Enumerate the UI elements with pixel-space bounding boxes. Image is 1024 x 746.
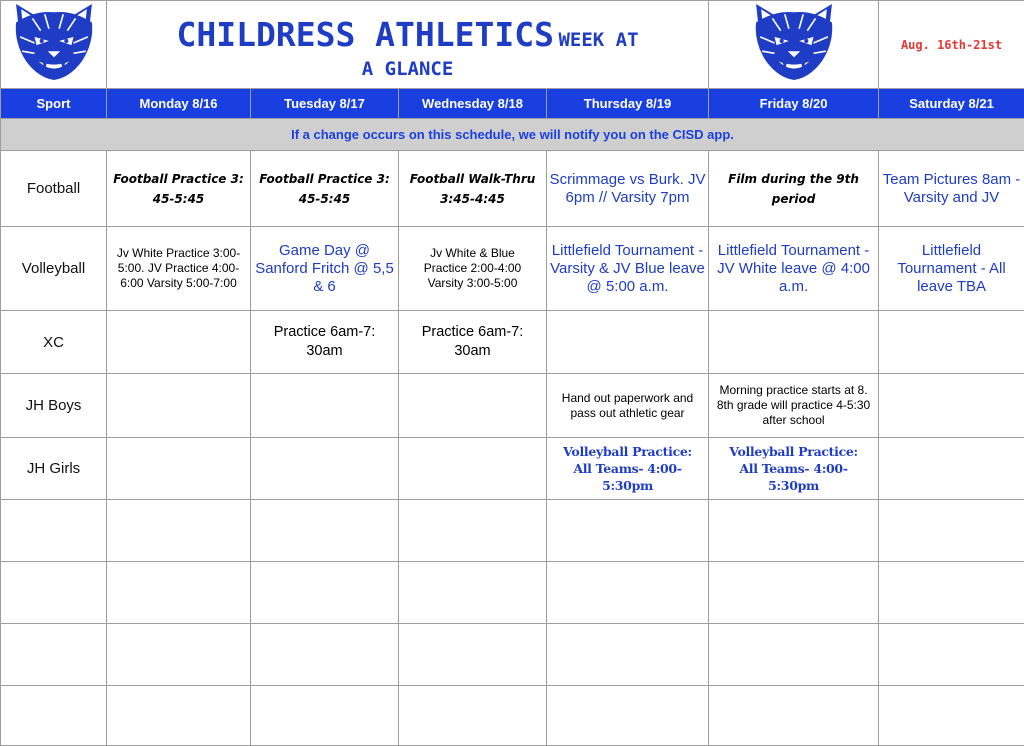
sport-xc: XC	[1, 311, 107, 374]
empty-cell	[547, 686, 709, 746]
col-friday: Friday 8/20	[709, 89, 879, 119]
xc-wednesday: Practice 6am-7: 30am	[399, 311, 547, 374]
jh-boys-thursday: Hand out paperwork and pass out athletic gear	[547, 374, 709, 438]
page-title: CHILDRESS ATHLETICS	[177, 15, 555, 54]
table-row	[1, 151, 1024, 227]
empty-cell	[107, 562, 251, 624]
jh-girls-friday: Volleyball Practice: All Teams- 4:00-5:30pm	[709, 438, 879, 500]
empty-cell	[1, 562, 107, 624]
jh-boys-monday	[107, 374, 251, 438]
notice-row	[1, 119, 1024, 151]
date-range: Aug. 16th-21st	[901, 38, 1002, 52]
empty-cell	[709, 562, 879, 624]
table-row	[1, 500, 1024, 562]
empty-cell	[251, 624, 399, 686]
jh-boys-wednesday	[399, 374, 547, 438]
sport-jh-boys: JH Boys	[1, 374, 107, 438]
football-saturday: Team Pictures 8am - Varsity and JV	[879, 151, 1024, 227]
empty-cell	[879, 686, 1024, 746]
volleyball-tuesday: Game Day @ Sanford Fritch @ 5,5 & 6	[251, 227, 399, 311]
volleyball-monday: Jv White Practice 3:00-5:00. JV Practice 4:00-6:00 Varsity 5:00-7:00	[107, 227, 251, 311]
column-header-row	[1, 89, 1024, 119]
empty-cell	[251, 562, 399, 624]
jh-boys-friday: Morning practice starts at 8. 8th grade will practice 4-5:30 after school	[709, 374, 879, 438]
volleyball-saturday: Littlefield Tournament - All leave TBA	[879, 227, 1024, 311]
table-row	[1, 311, 1024, 374]
jh-girls-wednesday	[399, 438, 547, 500]
jh-boys-tuesday	[251, 374, 399, 438]
empty-cell	[1, 500, 107, 562]
col-monday: Monday 8/16	[107, 89, 251, 119]
football-monday: Football Practice 3: 45-5:45	[107, 151, 251, 227]
empty-cell	[879, 624, 1024, 686]
col-sport: Sport	[1, 89, 107, 119]
empty-cell	[547, 562, 709, 624]
table-row	[1, 624, 1024, 686]
xc-monday	[107, 311, 251, 374]
empty-cell	[709, 500, 879, 562]
page-subtitle-2: A GLANCE	[362, 58, 454, 80]
xc-tuesday: Practice 6am-7: 30am	[251, 311, 399, 374]
empty-cell	[709, 624, 879, 686]
football-tuesday: Football Practice 3: 45-5:45	[251, 151, 399, 227]
logo-left	[1, 1, 107, 89]
empty-cell	[399, 500, 547, 562]
logo-right	[709, 1, 879, 89]
jh-boys-saturday	[879, 374, 1024, 438]
empty-cell	[251, 686, 399, 746]
empty-cell	[879, 562, 1024, 624]
volleyball-thursday: Littlefield Tournament - Varsity & JV Blue leave @ 5:00 a.m.	[547, 227, 709, 311]
title-cell	[107, 1, 709, 89]
empty-cell	[107, 624, 251, 686]
empty-cell	[547, 500, 709, 562]
jh-girls-thursday: Volleyball Practice: All Teams- 4:00-5:30pm	[547, 438, 709, 500]
col-tuesday: Tuesday 8/17	[251, 89, 399, 119]
table-row	[1, 686, 1024, 746]
jh-girls-saturday	[879, 438, 1024, 500]
volleyball-wednesday: Jv White & Blue Practice 2:00-4:00 Varsity 3:00-5:00	[399, 227, 547, 311]
football-thursday: Scrimmage vs Burk. JV 6pm // Varsity 7pm	[547, 151, 709, 227]
notice-text: If a change occurs on this schedule, we will notify you on the CISD app.	[1, 119, 1024, 151]
empty-cell	[547, 624, 709, 686]
xc-saturday	[879, 311, 1024, 374]
sport-jh-girls: JH Girls	[1, 438, 107, 500]
table-row	[1, 438, 1024, 500]
wildcat-mascot-icon	[751, 2, 837, 82]
col-saturday: Saturday 8/21	[879, 89, 1024, 119]
wildcat-mascot-icon	[11, 2, 97, 82]
sport-football: Football	[1, 151, 107, 227]
jh-girls-monday	[107, 438, 251, 500]
volleyball-friday: Littlefield Tournament - JV White leave @ 4:00 a.m.	[709, 227, 879, 311]
xc-friday	[709, 311, 879, 374]
empty-cell	[879, 500, 1024, 562]
jh-girls-tuesday	[251, 438, 399, 500]
col-thursday: Thursday 8/19	[547, 89, 709, 119]
header-row	[1, 1, 1024, 89]
empty-cell	[107, 686, 251, 746]
date-range-cell	[879, 1, 1024, 89]
empty-cell	[709, 686, 879, 746]
table-row	[1, 374, 1024, 438]
empty-cell	[399, 562, 547, 624]
col-wednesday: Wednesday 8/18	[399, 89, 547, 119]
football-friday: Film during the 9th period	[709, 151, 879, 227]
football-wednesday: Football Walk-Thru 3:45-4:45	[399, 151, 547, 227]
sport-volleyball: Volleyball	[1, 227, 107, 311]
xc-thursday	[547, 311, 709, 374]
empty-cell	[399, 624, 547, 686]
empty-cell	[251, 500, 399, 562]
empty-cell	[399, 686, 547, 746]
table-row	[1, 227, 1024, 311]
empty-cell	[1, 686, 107, 746]
empty-cell	[1, 624, 107, 686]
empty-cell	[107, 500, 251, 562]
page-subtitle-1: WEEK AT	[558, 29, 638, 51]
table-row	[1, 562, 1024, 624]
